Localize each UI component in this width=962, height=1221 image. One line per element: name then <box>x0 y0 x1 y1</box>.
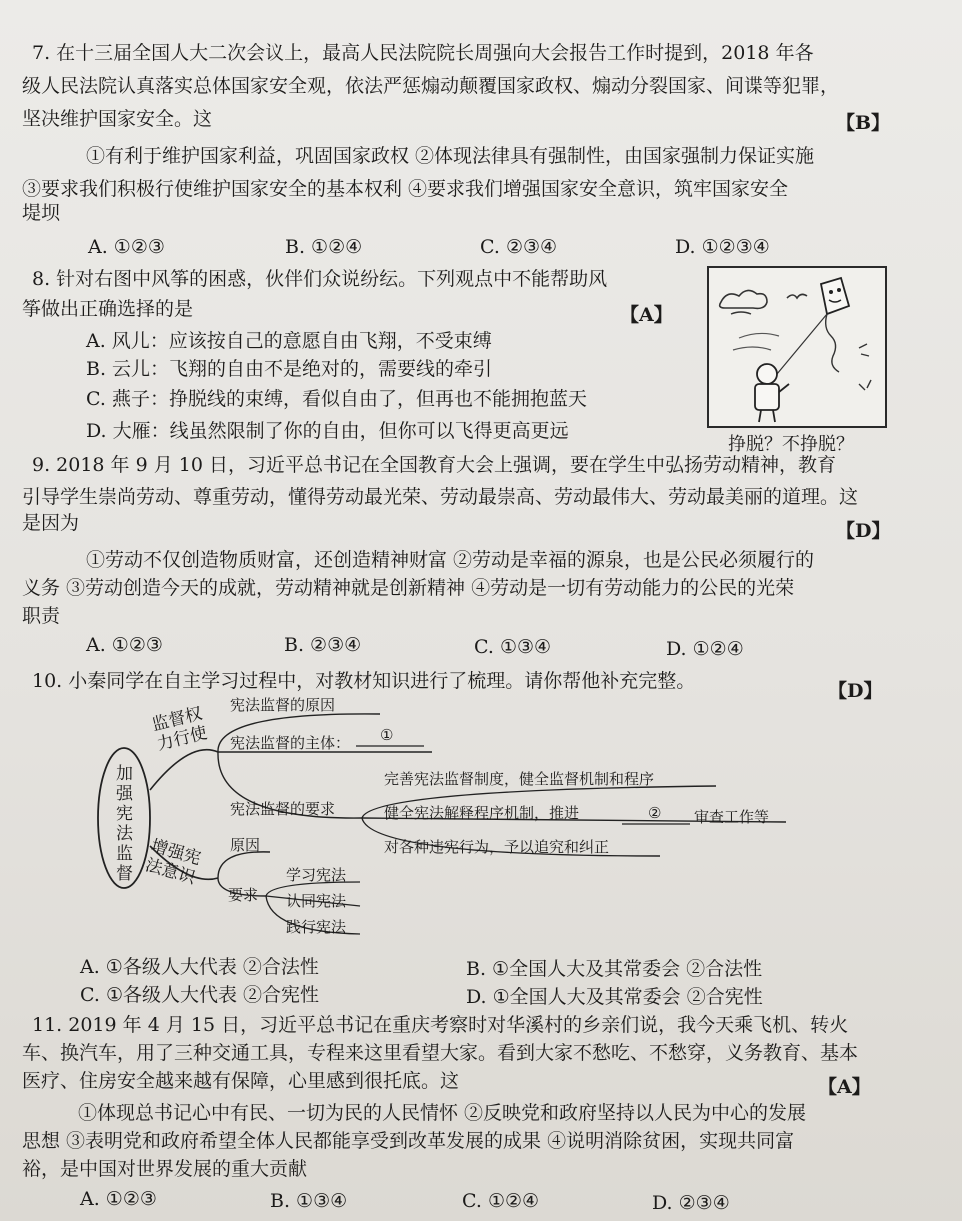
q10-answer: 【D】 <box>828 680 883 702</box>
q11-statement-line-2: 思想 ③表明党和政府希望全体人民都能享受到改革发展的成果 ④说明消除贫困，实现共同富 <box>22 1130 795 1152</box>
q11-option-b: B. ①③④ <box>270 1190 348 1212</box>
q11-option-c: C. ①②④ <box>462 1190 540 1212</box>
mindmap-branch-1: 监督权力行使 <box>150 703 210 755</box>
q7-stem-line-2: 级人民法院认真落实总体国家安全观，依法严惩煽动颠覆国家政权、煽动分裂国家、间谍等犯罪， <box>22 75 840 97</box>
q11-option-d: D. ②③④ <box>652 1192 730 1214</box>
q11-stem-line-2: 车、换汽车，用了三种交通工具，专程来这里看望大家。看到大家不愁吃、不愁穿，义务教育、基本 <box>22 1042 859 1064</box>
q9-stem-line-3: 是因为 <box>22 512 80 534</box>
q9-option-c: C. ①③④ <box>474 636 552 658</box>
q11-stem-line-1: 11. 2019 年 4 月 15 日，习近平总书记在重庆考察时对华溪村的乡亲们说，我今天乘飞机、转火 <box>32 1014 849 1036</box>
mindmap-practice-constitution: 践行宪法 <box>286 918 347 936</box>
mindmap-blank-2: ② <box>648 804 662 822</box>
q8-option-a: A. 风儿：应该按自己的意愿自由飞翔，不受束缚 <box>86 330 492 352</box>
mindmap-req-2: 健全宪法解释程序机制，推进 <box>384 804 580 822</box>
q11-option-a: A. ①②③ <box>80 1188 157 1210</box>
q11-statement-line-3: 裕，是中国对世界发展的重大贡献 <box>22 1158 308 1180</box>
mindmap-study-constitution: 学习宪法 <box>286 866 347 884</box>
q10-stem: 10. 小秦同学在自主学习过程中，对教材知识进行了梳理。请你帮他补充完整。 <box>32 670 696 692</box>
mindmap-item-requirements: 宪法监督的要求 <box>230 800 336 818</box>
q9-statement-line-3: 职责 <box>22 605 61 627</box>
q8-option-d: D. 大雁：线虽然限制了你的自由，但你可以飞得更高更远 <box>86 420 569 442</box>
mindmap-req-1: 完善宪法监督制度，健全监督机制和程序 <box>384 770 655 788</box>
q9-option-d: D. ①②④ <box>666 638 744 660</box>
kite-caption: 挣脱？不挣脱？ <box>728 434 854 455</box>
q10-option-b: B. ①全国人大及其常委会 ②合法性 <box>466 958 763 980</box>
q9-statement-line-1: ①劳动不仅创造物质财富，还创造精神财富 ②劳动是幸福的源泉，也是公民必须履行的 <box>86 549 815 571</box>
q7-option-c: C. ②③④ <box>480 236 558 258</box>
mindmap-branch-2: 增强宪法意识 <box>142 836 204 889</box>
mindmap-branch2-reason: 原因 <box>230 836 261 854</box>
q7-statement-line-3: 堤坝 <box>22 202 61 224</box>
q9-stem-line-1: 9. 2018 年 9 月 10 日，习近平总书记在全国教育大会上强调，要在学生中弘扬劳动精神，教育 <box>32 454 836 476</box>
q11-answer: 【A】 <box>818 1076 871 1098</box>
mindmap-root: 加强宪法监督 <box>116 764 133 884</box>
q9-option-a: A. ①②③ <box>86 634 163 656</box>
mindmap-branch2-requirements: 要求 <box>228 886 259 904</box>
q10-option-a: A. ①各级人大代表 ②合法性 <box>80 956 319 978</box>
q7-answer: 【B】 <box>836 112 891 134</box>
mindmap-blank-1: ① <box>380 726 394 744</box>
mindmap-req-2-tail: 审查工作等 <box>694 808 770 826</box>
mindmap-item-subject: 宪法监督的主体： <box>230 734 351 752</box>
q7-stem-line-3: 坚决维护国家安全。这 <box>22 108 213 130</box>
mindmap-item-reason: 宪法监督的原因 <box>230 696 336 714</box>
q9-stem-line-2: 引导学生崇尚劳动、尊重劳动，懂得劳动最光荣、劳动最崇高、劳动最伟大、劳动最美丽的道理。这 <box>22 486 859 508</box>
q10-option-d: D. ①全国人大及其常委会 ②合宪性 <box>466 986 763 1008</box>
mindmap-identify-constitution: 认同宪法 <box>286 892 347 910</box>
q7-statement-line-1: ①有利于维护国家利益，巩固国家政权 ②体现法律具有强制性，由国家强制力保证实施 <box>86 145 815 167</box>
q8-stem-line-1: 8. 针对右图中风筝的困惑，伙伴们众说纷纭。下列观点中不能帮助风 <box>32 268 608 290</box>
q8-stem-line-2: 筝做出正确选择的是 <box>22 298 194 320</box>
q7-statement-line-2: ③要求我们积极行使维护国家安全的基本权利 ④要求我们增强国家安全意识，筑牢国家安全 <box>22 178 789 200</box>
q11-statement-line-1: ①体现总书记心中有民、一切为民的人民情怀 ②反映党和政府坚持以人民为中心的发展 <box>78 1102 807 1124</box>
q9-statement-line-2: 义务 ③劳动创造今天的成就，劳动精神就是创新精神 ④劳动是一切有劳动能力的公民的光荣 <box>22 577 795 599</box>
q7-stem-line-1: 7. 在十三届全国人大二次会议上，最高人民法院院长周强向大会报告工作时提到，2018 年各 <box>32 42 814 64</box>
q8-option-b: B. 云儿：飞翔的自由不是绝对的，需要线的牵引 <box>86 358 493 380</box>
q9-option-b: B. ②③④ <box>284 634 362 656</box>
q9-answer: 【D】 <box>836 520 891 542</box>
q7-option-b: B. ①②④ <box>285 236 363 258</box>
q7-option-a: A. ①②③ <box>88 236 165 258</box>
q7-option-d: D. ①②③④ <box>675 236 770 258</box>
q8-answer: 【A】 <box>620 304 673 326</box>
q8-option-c: C. 燕子：挣脱线的束缚，看似自由了，但再也不能拥抱蓝天 <box>86 388 587 410</box>
mindmap-req-3: 对各种违宪行为，予以追究和纠正 <box>384 838 610 856</box>
q10-option-c: C. ①各级人大代表 ②合宪性 <box>80 984 320 1006</box>
q11-stem-line-3: 医疗、住房安全越来越有保障，心里感到很托底。这 <box>22 1070 460 1092</box>
